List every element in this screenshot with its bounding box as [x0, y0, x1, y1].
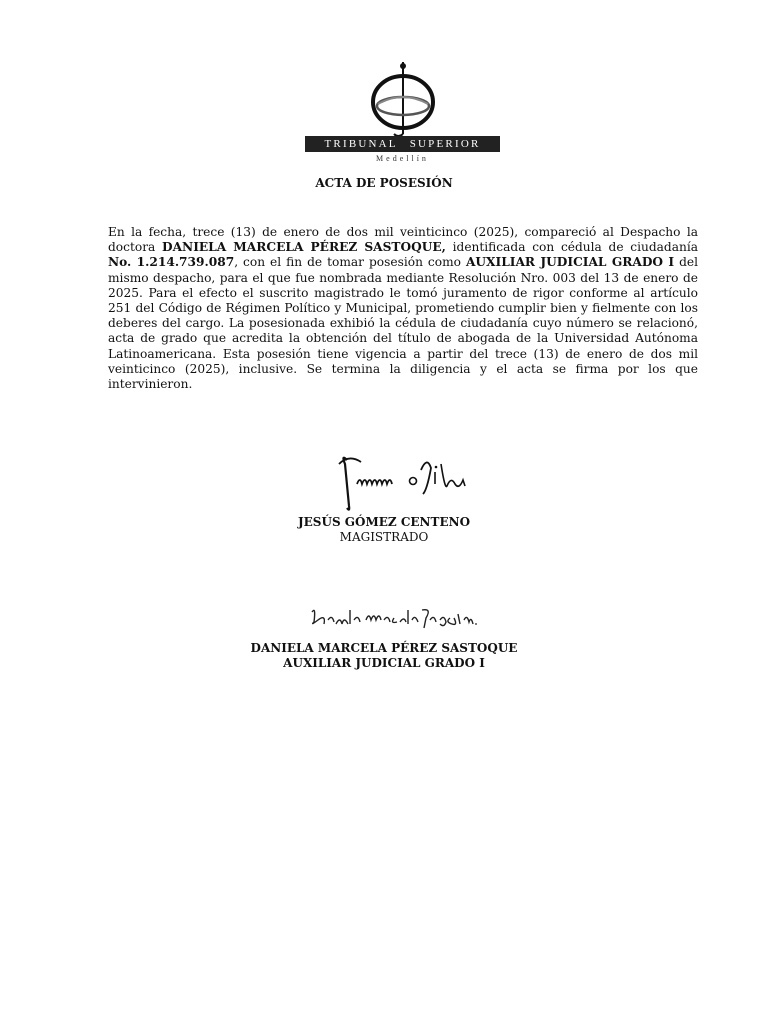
body-text-part-3: , con el fin de tomar posesión como	[234, 255, 466, 270]
logo-band	[305, 136, 500, 152]
assistant-signature	[300, 598, 480, 638]
magistrate-signature	[335, 450, 470, 512]
logo-text-right: SUPERIOR	[409, 138, 481, 150]
document-title: ACTA DE POSESIÓN	[315, 176, 453, 190]
magistrate-role: MAGISTRADO	[339, 530, 429, 544]
id-number: No. 1.214.739.087	[108, 255, 235, 270]
body-text-part-1: En la fecha, trece (13) de enero de dos mil veinticinco (2025), compareció al Despacho la doctora	[108, 225, 698, 255]
assistant-name: DANIELA MARCELA PÉREZ SASTOQUE	[250, 641, 518, 655]
body-text-part-2: identificada con cédula de ciudadanía	[445, 240, 698, 255]
position-title: AUXILIAR JUDICIAL GRADO I	[465, 255, 675, 270]
document-body	[108, 225, 698, 392]
tribunal-emblem-icon	[300, 60, 505, 140]
tribunal-logo	[300, 60, 505, 170]
logo-city: Medellín	[376, 154, 429, 163]
logo-text-left: TRIBUNAL	[324, 138, 398, 150]
assistant-role: AUXILIAR JUDICIAL GRADO I	[283, 656, 485, 670]
body-text-part-4: del mismo despacho, para el que fue nombrada mediante Resolución Nro. 003 del 13 de enero de 2025. Para el efecto el suscrito magistrado le tomó juramento de rigor conforme al artículo 251 del Código de Régimen Político y Municipal, prometiendo cumplir bien y fielmente con los deberes del cargo. La posesionada exhibió la cédula de ciudadanía cuyo número se relacionó, acta de grado que acredita la obtención del título de abogada de la Universidad Autónoma Latinoamericana. Esta posesión tiene vigencia a partir del trece (13) de enero de dos mil veinticinco (2025), inclusive. Se termina la diligencia y el acta se firma por los que intervinieron.	[108, 255, 698, 392]
candidate-name: DANIELA MARCELA PÉREZ SASTOQUE,	[162, 240, 446, 255]
magistrate-name: JESÚS GÓMEZ CENTENO	[297, 515, 471, 529]
